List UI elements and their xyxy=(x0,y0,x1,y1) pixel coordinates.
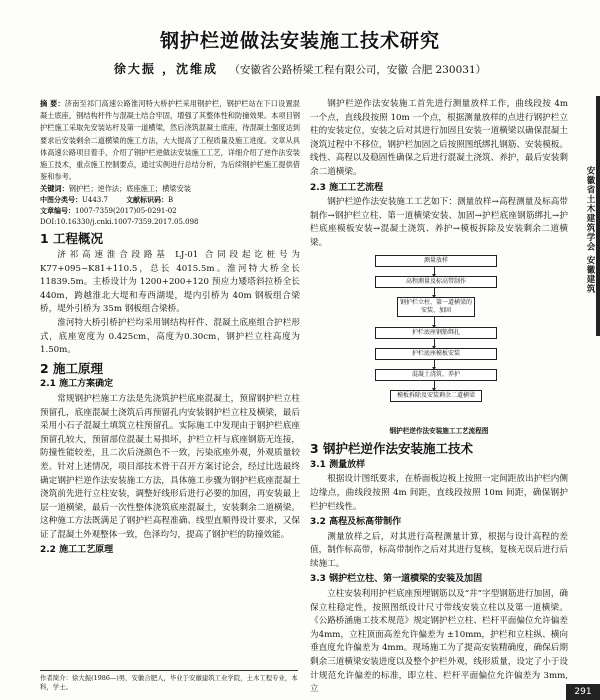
section-2-1-heading: 2.1 施工方案确定 xyxy=(40,379,114,390)
figure-caption: 钢护栏逆作法安装施工工艺流程图 xyxy=(389,426,489,435)
keywords-text: 钢护栏；逆作法；底座施工；横梁安装 xyxy=(68,184,191,194)
flow-arrow-2 xyxy=(434,287,435,296)
journal-side-label: 安徽省土木建筑学会 安徽建筑 xyxy=(585,166,595,294)
abstract-text: 济南至祁门高速公路淮河特大桥护栏采用钢护栏，钢护栏站在下口设置混凝土底座，钢结构杆件与混凝土结合牢固，增强了其整体性和防撞效果。本项目钢护栏施工采取先安装站杆及第一道横梁，然后浇筑混凝土底座，待混凝土强度达到要求后安装剩余二道横梁的施工方法，大大提高了工程质量及施工进度。文章从具体高速公路项目着手，介绍了钢护栏逆做法安装施工工艺，详细介绍了逆作法安装施工技术，重点施工控制要点，通过实例进行总结分析，为后续钢护栏施工提供借鉴和参考。 xyxy=(40,99,300,182)
flow-step-2: 高程测量及标高带制作 xyxy=(375,276,497,288)
left-column xyxy=(40,98,300,559)
section-2-3-para: 钢护栏逆作法安装施工工艺如下：测量放样→高程测量及标高带制作→钢护栏立柱、第一道横梁安装、加固→护栏底座钢筋绑扎→护栏底座模板安装→混凝土浇筑、养护→模板拆除及安装剩余二道横梁。 xyxy=(310,197,568,248)
section-2-3-heading: 2.3 施工工艺流程 xyxy=(310,182,384,193)
right-column xyxy=(310,98,568,697)
keywords-label: 关键词： xyxy=(40,184,69,194)
section-2-2-heading: 2.2 施工工艺原理 xyxy=(40,545,114,556)
flow-arrow-4 xyxy=(434,338,435,347)
flow-step-3: 钢护栏立柱、第一道横梁的安装、加固 xyxy=(397,297,475,317)
paper-title: 钢护栏逆做法安装施工技术研究 xyxy=(159,30,440,52)
article-number xyxy=(40,206,177,217)
doc-code xyxy=(126,195,173,206)
author-names: 徐大振 ，沈维成 xyxy=(113,62,219,76)
doi: DOI:10.16330/j.cnki.1007-7359.2017.05.098 xyxy=(40,218,199,227)
section-3-2-para: 测量放样之后，对其进行高程测量计算，根据与设计高程的差值，制作标高带，标高带制作之后对其进行复核，复核无误后进行后续施工。 xyxy=(310,531,568,569)
doc-code-value: B xyxy=(167,196,174,205)
abstract-label: 摘 要： xyxy=(40,99,65,108)
flow-step-4: 护栏底座钢筋绑扎 xyxy=(375,327,497,339)
article-number-row xyxy=(40,206,300,217)
flow-step-6: 混凝土浇筑、养护 xyxy=(375,369,497,381)
flow-step-7: 模板拆除及安装剩余二道横梁 xyxy=(390,390,482,402)
section-3-heading: 3 钢护栏逆作法安装施工技术 xyxy=(310,441,474,457)
section-3-1-para: 根据设计图纸要求，在桥面板边板上按照一定间距放出护栏内侧边缘点，曲线段按照 4m 间距，直线段按照 10m 间距，确保钢护栏护栏线性。 xyxy=(310,474,568,512)
keywords xyxy=(40,183,300,195)
article-label: 文章编号： xyxy=(40,207,75,216)
flow-arrow-5 xyxy=(434,359,435,368)
process-flowchart xyxy=(350,255,520,423)
classification-row xyxy=(40,195,300,206)
clc xyxy=(40,195,108,206)
section-1-para-2: 淮河特大桥引桥护栏均采用钢结构杆件、混凝土底座组合护栏形式，底座宽度为 0.425cm，高度为0.30cm，钢护栏立柱高度为 1.50m。 xyxy=(40,317,300,356)
section-3-2-heading: 3.2 高程及标高带制作 xyxy=(310,517,402,528)
section-2-heading: 2 施工原理 xyxy=(40,360,104,376)
section-1-heading: 1 工程概况 xyxy=(40,231,104,247)
flow-step-5: 护栏底座模板安装 xyxy=(375,348,497,360)
article-value: 1007-7359(2017)05-0291-02 xyxy=(75,207,177,216)
clc-value: U443.7 xyxy=(82,196,108,205)
section-3-3-para: 立柱安装利用护栏底座预埋钢筋以及“井”字型钢筋进行加固，确保立柱稳定性，按照图纸设计尺寸带线安装立柱以及第一道横梁。《公路桥涵施工技术规范》规定钢护栏立柱、栏杆平面偏位允许偏差为4mm，立柱顶面高差允许偏差为 ±10mm，护栏和立柱纵、横向垂直度允许偏差为 4mm。现场施工为了提高安装精确度，确保后期剩余三道横梁安装进度以及整个护栏外观，线形质量，设定了小于设计规范允许偏差的标准，即立柱、栏杆平面偏位允许偏差为 3mm,立 xyxy=(310,589,569,695)
side-edge-bar xyxy=(596,96,600,336)
section-2-1-para: 常规钢护栏施工方法是先浇筑护栏底座混凝土，预留钢护栏立柱预留孔，底座混凝土浇筑后再预留孔内安装钢护栏立柱及横梁，最后采用小石子混凝土填筑立柱预留孔。实际施工中发现由于钢护栏底座预留孔较大，预留部位混凝土易损坏，护栏立杆与底座钢筋无连接，防撞性能较差，且二次后浇颜色不一致，污染底座外观，外观质量较差。针对上述情况，项目部技术骨干召开方案讨论会，经过比选最终确定钢护栏逆作法安装施工方法，具体施工步骤为钢护栏底座混凝土浇筑前先进行立柱安装，调整好线形后进行必要的加固，再安装最上层一道横梁，最后一次性整体浇筑底座混凝土，安装剩余二道横梁。这种施工方法既满足了钢护栏高程准确、线型直顺得设计要求，又保证了混凝土外观整体一致，色泽均匀，提高了钢护栏的防撞效能。 xyxy=(40,393,300,540)
section-3-1-heading: 3.1 测量放样 xyxy=(310,459,366,470)
clc-label: 中图分类号： xyxy=(40,196,82,205)
author-footnote: 作者简介：徐大振(1986—)男，安徽合肥人，毕业于安徽建筑工业学院，土木工程专业，本科，学士。 xyxy=(40,670,298,692)
flow-step-1: 测量放样 xyxy=(375,255,497,267)
section-3-3-heading: 3.3 钢护栏立柱、第一道横梁的安装及加固 xyxy=(310,574,483,585)
section-1-para-1: 济祁高速淮合段路基 LJ-01 合同段起讫桩号为 K77+095~K81+110.5，总长 4015.5m。淮河特大桥全长11839.5m。主桥设计为 1200+200+120 预应力矮塔斜拉桥全长 440m，跨越淮北大堤和寿西湖堤，堤内引桥为 40m 钢板组合梁桥，堤外引桥为 35m 钢板组合梁桥。 xyxy=(40,250,300,315)
affiliation: （安徽省公路桥梁工程有限公司，安徽 合肥 230031） xyxy=(229,64,487,76)
flow-arrow-3 xyxy=(434,317,435,326)
flow-arrow-1 xyxy=(434,266,435,275)
section-2-2-para: 钢护栏逆作法安装施工首先进行测量放样工作，曲线段按 4m 一个点，直线段按照 10m 一个点，根据测量放样的点进行钢护栏立柱的安装定位，安装之后对其进行加固且安装一道横梁以确保混凝土浇筑过程中不移位，钢护栏加固之后按照图纸绑扎钢筋、安装模板。线性、高程以及稳固性确保之后进行混凝土浇筑、养护，最后安装剩余二道横梁。 xyxy=(310,99,568,177)
doc-code-label: 文献标识码： xyxy=(125,196,168,205)
page-number: 291 xyxy=(566,684,600,700)
author-line xyxy=(0,60,600,77)
flow-arrow-6 xyxy=(434,380,435,389)
abstract xyxy=(40,98,300,183)
